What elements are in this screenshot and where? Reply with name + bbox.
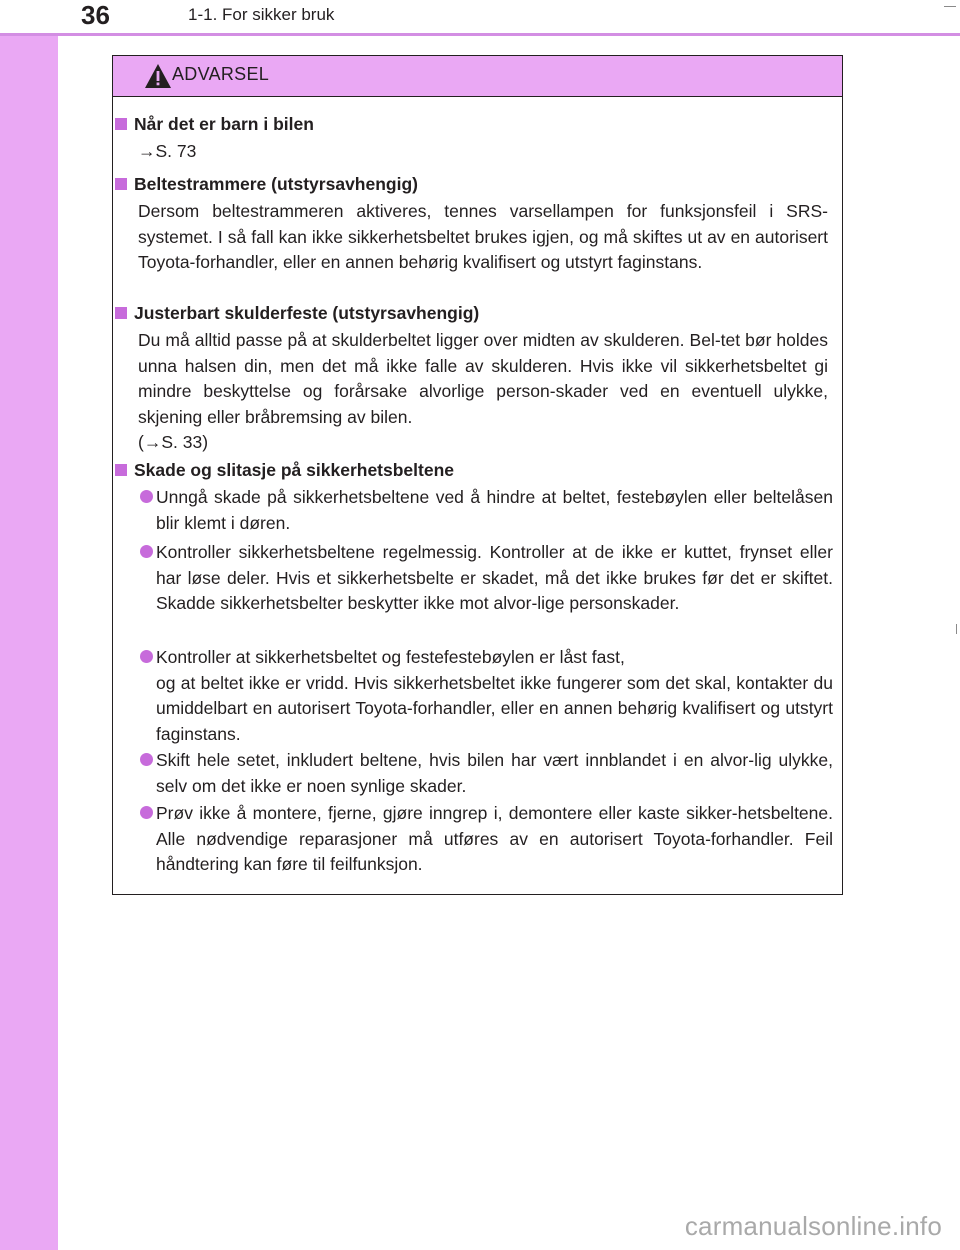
section-heading: Skade og slitasje på sikkerhetsbeltene: [115, 458, 454, 482]
section-heading: Når det er barn i bilen: [115, 112, 314, 136]
crop-mark-right: [956, 624, 957, 634]
warning-box: [112, 55, 843, 895]
section-text: Du må alltid passe på at skulderbeltet ligger over midten av skulderen. Bel-tet bør holdes unna halsen din, men det må ikke falle av skulderen. Hvis ikke vil sikkerhetsbeltet gi mindre beskyttelse og forårsake alvorlige person-skader ved en eventuell ulykke, skjening eller bråbremsing av bilen.: [138, 330, 828, 427]
header-bar: [0, 0, 960, 33]
round-bullet-icon: [140, 650, 153, 663]
page-number: 36: [81, 0, 110, 30]
warning-triangle-icon: [144, 63, 172, 89]
square-bullet-icon: [115, 464, 127, 476]
square-bullet-icon: [115, 178, 127, 190]
list-item-text: Skift hele setet, inkludert beltene, hvis bilen har vært innblandet i en alvor-lig ulykke, selv om det ikke er noen synlige skader.: [156, 750, 833, 796]
list-item-text: Unngå skade på sikkerhetsbeltene ved å hindre at beltet, festebøylen eller beltelåsen blir klemt i døren.: [156, 487, 833, 533]
square-bullet-icon: [115, 307, 127, 319]
section-heading: Justerbart skulderfeste (utstyrsavhengig): [115, 301, 479, 325]
section-reference: (→S. 33): [138, 432, 209, 452]
round-bullet-icon: [140, 545, 153, 558]
crop-mark-top: [944, 6, 956, 7]
section-heading: Beltestrammere (utstyrsavhengig): [115, 172, 418, 196]
section-text: Dersom beltestrammeren aktiveres, tennes varsellampen for funksjonsfeil i SRS-systemet. I så fall kan ikke sikkerhetsbeltet brukes igjen, og må skiftes ut av en autorisert Toyota-forhandler, eller en annen behørig kvalifisert og utstyrt faginstans.: [138, 201, 828, 272]
list-item-text: Kontroller sikkerhetsbeltene regelmessig. Kontroller at de ikke er kuttet, frynset eller har løse deler. Hvis et sikkerhetsbelte er skadet, må det ikke brukes før det er skiftet. Skadde sikkerhetsbelter beskytter ikke mot alvor-lige personskader.: [156, 542, 833, 613]
section-title: 1-1. For sikker bruk: [188, 5, 335, 24]
list-item-text-continuation: og at beltet ikke er vridd. Hvis sikkerhetsbeltet ikke fungerer som det skal, kontakter du umiddelbart en autorisert Toyota-forhandler, eller en annen behørig kvalifisert og utstyrt faginstans.: [156, 672, 833, 744]
warning-label: ADVARSEL: [172, 64, 270, 84]
round-bullet-icon: [140, 806, 153, 819]
watermark: carmanualsonline.info: [684, 1211, 942, 1241]
round-bullet-icon: [140, 753, 153, 766]
round-bullet-icon: [140, 490, 153, 503]
warning-header: [113, 56, 842, 97]
list-item-text: Kontroller at sikkerhetsbeltet og festefestebøylen er låst fast,: [156, 647, 625, 667]
square-bullet-icon: [115, 118, 127, 130]
list-item-text: Prøv ikke å montere, fjerne, gjøre inngrep i, demontere eller kaste sikker-hetsbeltene. Alle nødvendige reparasjoner må utføres av en autorisert Toyota-forhandler. Feil håndtering kan føre til feilfunksjon.: [156, 803, 833, 874]
header-rule: [0, 33, 960, 36]
left-margin-band: [0, 0, 58, 1250]
section-text: →S. 73: [138, 141, 197, 161]
